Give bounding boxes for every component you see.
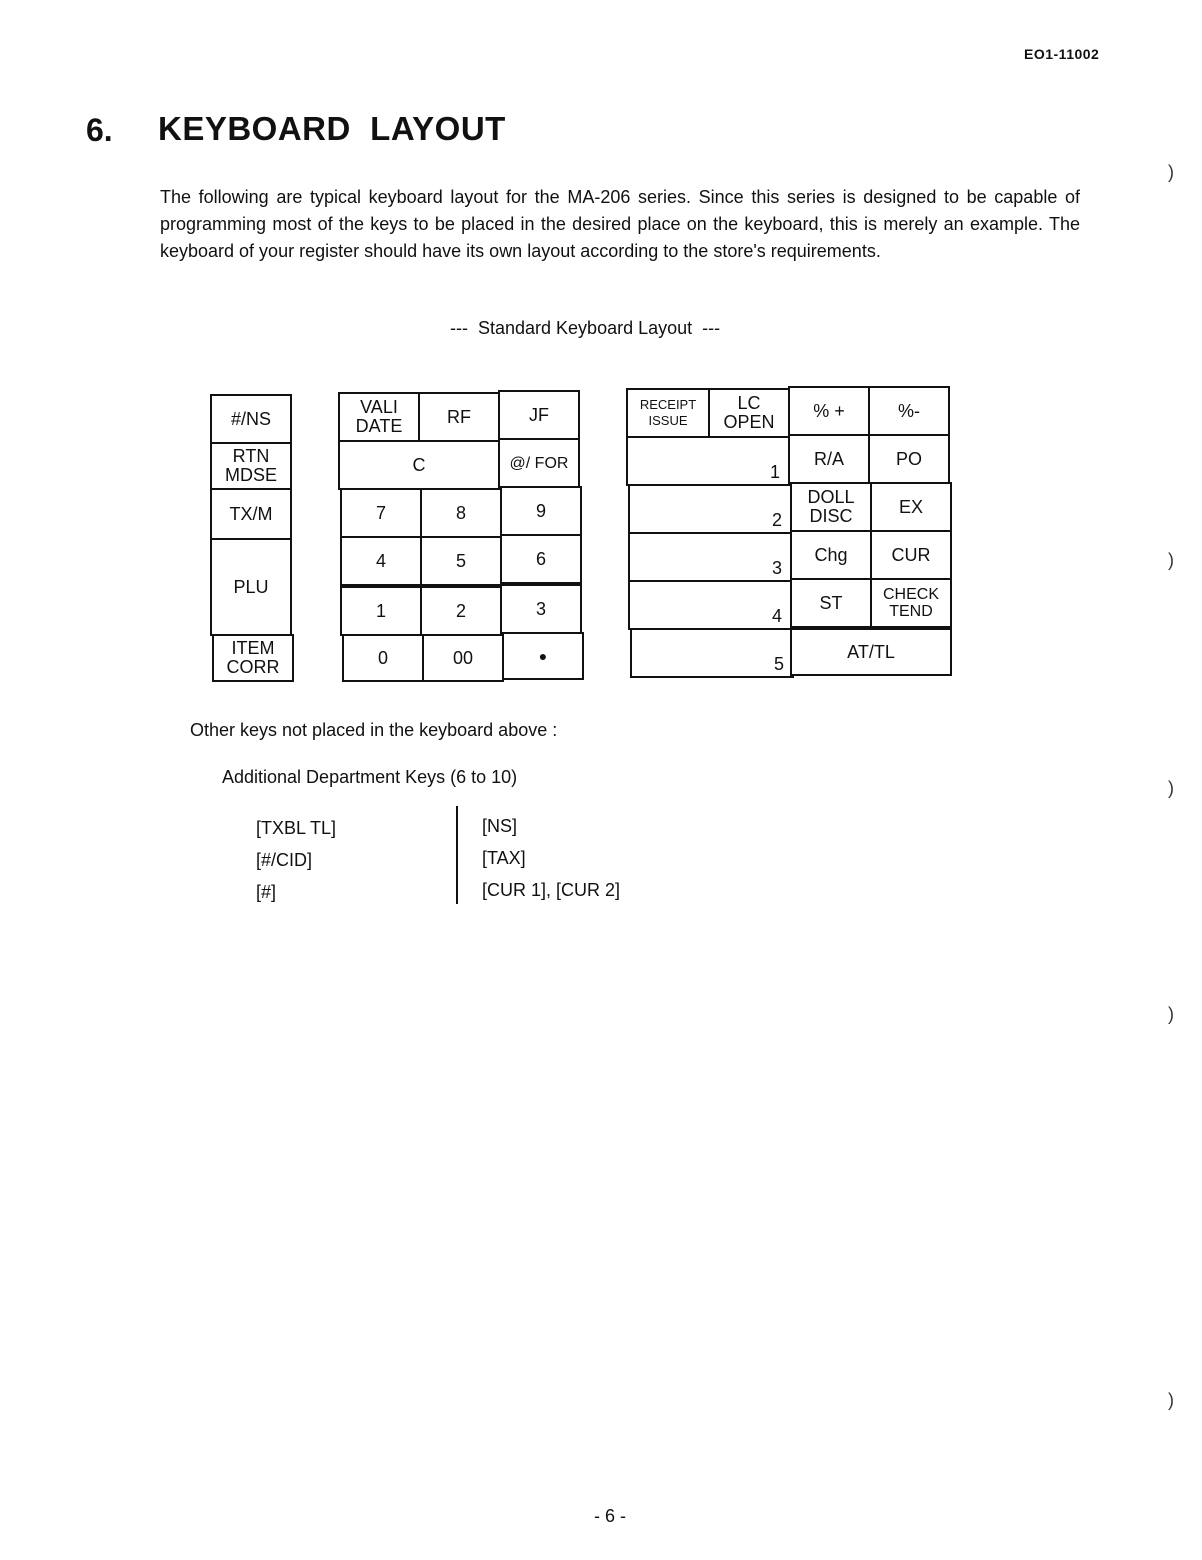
key-decimal-point: ● <box>502 632 584 680</box>
key-3: 3 <box>500 584 582 634</box>
key-plu: PLU <box>210 538 292 636</box>
key-at-for: @/ FOR <box>498 438 580 488</box>
key-rf: RF <box>418 392 500 442</box>
key-c: C <box>338 440 500 490</box>
key-po: PO <box>868 434 950 484</box>
margin-mark: ) <box>1168 778 1174 798</box>
list-item: [TAX] <box>482 848 526 868</box>
key-at-tl: AT/TL <box>790 628 952 676</box>
other-keys-heading: Other keys not placed in the keyboard above : <box>190 720 558 740</box>
key-4: 4 <box>340 536 422 586</box>
key-st: ST <box>790 578 872 628</box>
other-keys-right-list <box>482 810 620 906</box>
key-ra: R/A <box>788 434 870 484</box>
key-percent-plus: % + <box>788 386 870 436</box>
key-jf: JF <box>498 390 580 440</box>
additional-department-keys: Additional Department Keys (6 to 10) <box>222 767 518 787</box>
key-item-corr: ITEM CORR <box>212 634 294 682</box>
key-percent-minus: %- <box>868 386 950 436</box>
key-5: 5 <box>420 536 502 586</box>
key-department-2: 2 <box>628 484 792 534</box>
key-check-tend: CHECK TEND <box>870 578 952 628</box>
key-0: 0 <box>342 634 424 682</box>
key-tx-m: TX/M <box>210 488 292 540</box>
key-chg: Chg <box>790 530 872 580</box>
key-department-5: 5 <box>630 628 794 678</box>
key-lc-open: LC OPEN <box>708 388 790 438</box>
key-6: 6 <box>500 534 582 584</box>
key-vali-date: VALI DATE <box>338 392 420 442</box>
section-number: 6. <box>86 112 113 148</box>
intro-paragraph: The following are typical keyboard layout for the MA-206 series. Since this series is designed to be capable of programming most of the keys to be placed in the desired place on the keyboard, this is merely an example. The keyboard of your register should have its own layout according to the store's requirements. <box>160 187 1080 261</box>
key-00: 00 <box>422 634 504 682</box>
other-keys-left-list <box>256 812 336 908</box>
key-ns: #/NS <box>210 394 292 444</box>
key-receipt-issue: RECEIPT ISSUE <box>626 388 710 438</box>
key-9: 9 <box>500 486 582 536</box>
list-item: [#] <box>256 882 277 902</box>
key-rtn-mdse: RTN MDSE <box>210 442 292 490</box>
list-item: [NS] <box>482 816 518 836</box>
margin-mark: ) <box>1168 1004 1174 1024</box>
key-7: 7 <box>340 488 422 538</box>
margin-mark: ) <box>1168 550 1174 570</box>
key-2: 2 <box>420 586 502 636</box>
key-cur: CUR <box>870 530 952 580</box>
section-title: KEYBOARD LAYOUT <box>158 110 506 147</box>
layout-caption: --- Standard Keyboard Layout --- <box>450 318 721 338</box>
key-doll-disc: DOLL DISC <box>790 482 872 532</box>
key-1: 1 <box>340 586 422 636</box>
margin-mark: ) <box>1168 162 1174 182</box>
page-number: - 6 - <box>594 1506 627 1526</box>
margin-mark: ) <box>1168 1390 1174 1410</box>
list-item: [CUR 1], [CUR 2] <box>482 880 621 900</box>
key-department-1: 1 <box>626 436 790 486</box>
list-divider <box>456 806 458 904</box>
key-department-4: 4 <box>628 580 792 630</box>
list-item: [TXBL TL] <box>256 818 337 838</box>
key-department-3: 3 <box>628 532 792 582</box>
key-ex: EX <box>870 482 952 532</box>
key-8: 8 <box>420 488 502 538</box>
document-id: EO1-11002 <box>1024 46 1100 62</box>
list-item: [#/CID] <box>256 850 313 870</box>
